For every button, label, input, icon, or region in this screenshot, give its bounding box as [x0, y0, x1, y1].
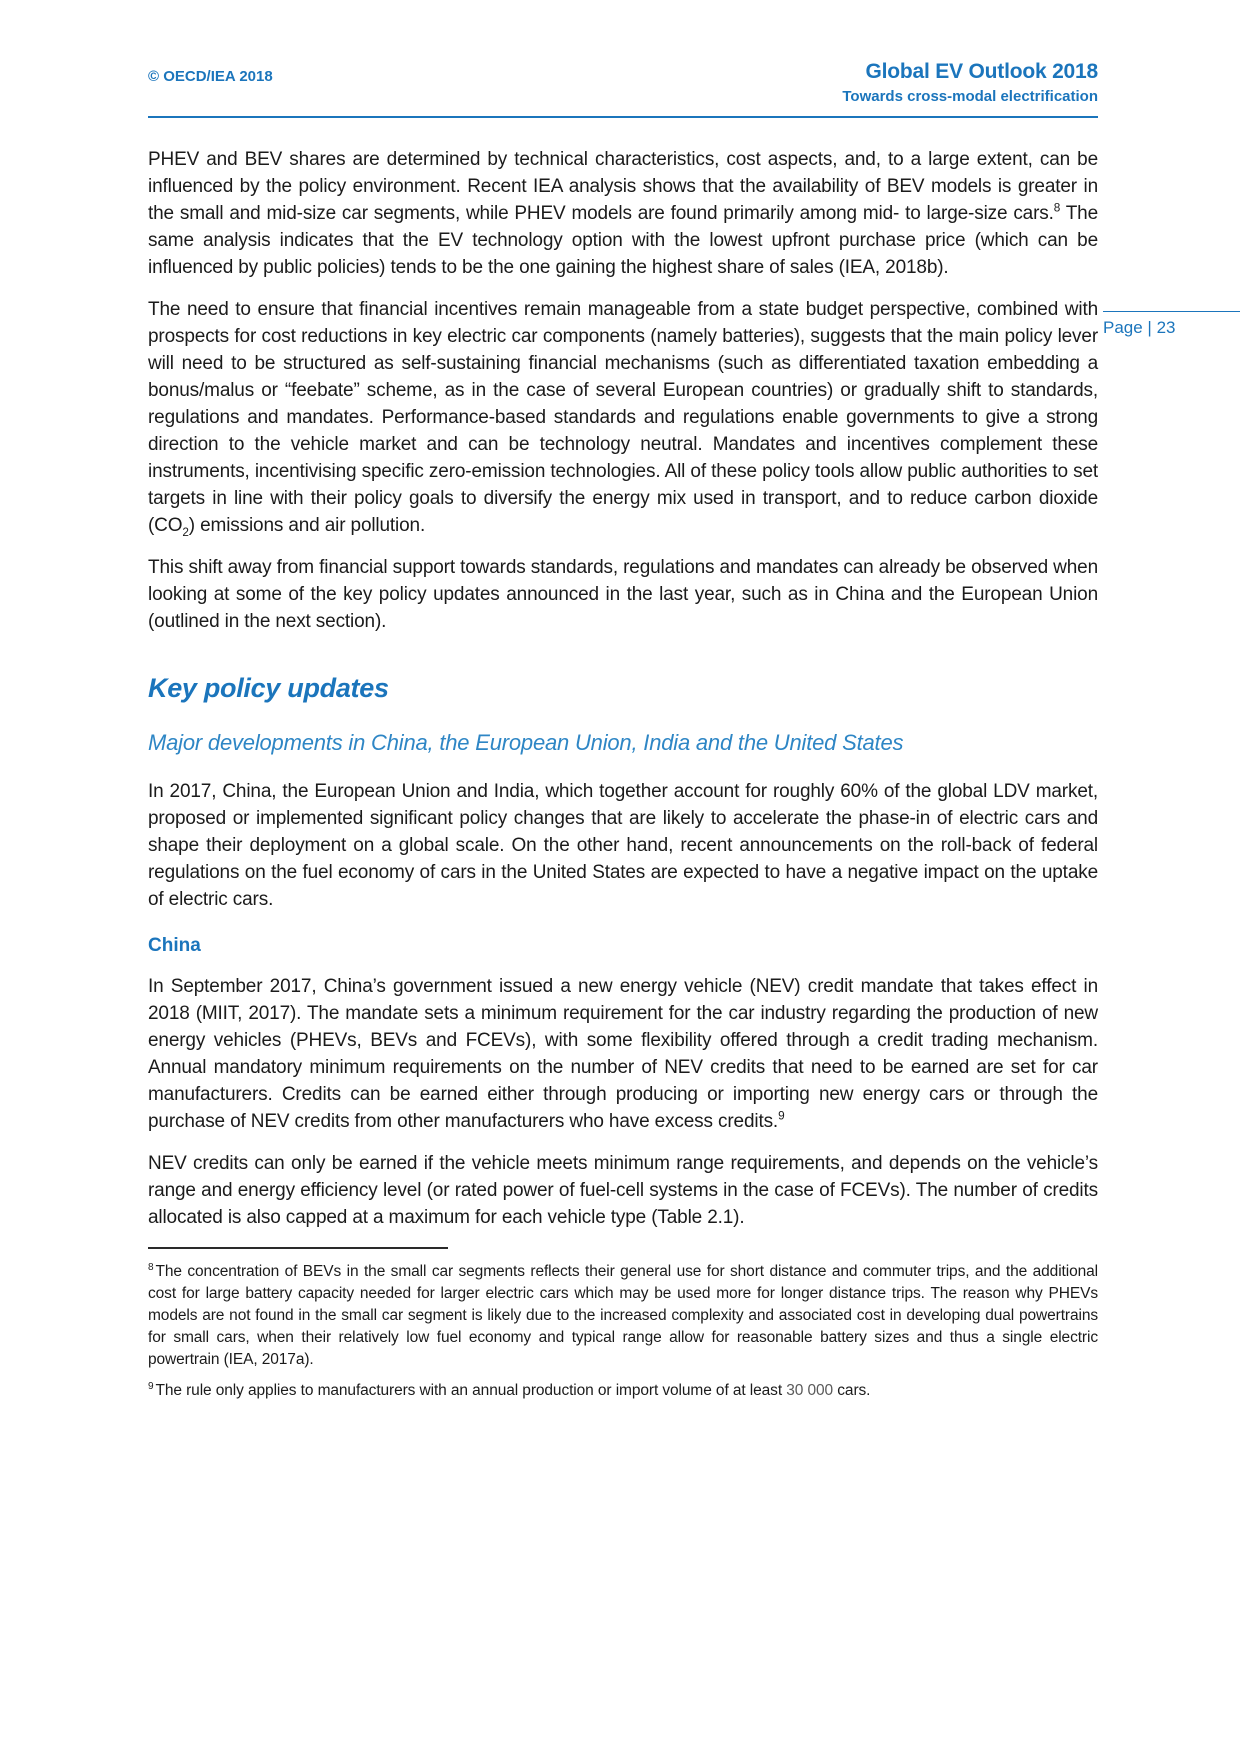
- text-run: The need to ensure that financial incentives remain manageable from a state budget perspective, combined with prospects for cost reductions in key electric car components (namely batteries), suggests that the main policy lever will need to be structured as self-sustaining financial mechanisms (such as differentiated taxation embedding a bonus/malus or “feebate” scheme, as in the case of several European countries) or gradually shift to standards, regulations and mandates. Performance-based standards and regulations enable governments to give a strong direction to the vehicle market and can be technology neutral. Mandates and incentives complement these instruments, incentivising specific zero-emission technologies. All of these policy tools allow public authorities to set targets in line with their policy goals to diversify the energy mix used in transport, and to reduce carbon dioxide (CO: [148, 299, 1098, 536]
- main-text-column: [148, 146, 1098, 1411]
- text-run: 30 000: [786, 1382, 834, 1399]
- footnote-reference: 9: [778, 1109, 785, 1123]
- text-run: This shift away from financial support towards standards, regulations and mandates can already be observed when looking at some of the key policy updates announced in the last year, such as in China and the European Union (outlined in the next section).: [148, 557, 1098, 632]
- report-subtitle: Towards cross-modal electrification: [842, 88, 1098, 105]
- footnote: [148, 1261, 1098, 1371]
- report-title: Global EV Outlook 2018: [865, 60, 1098, 83]
- text-run: The same analysis indicates that the EV technology option with the lowest upfront purchase price (which can be influenced by public policies) tends to be the one gaining the highest share of sales (IEA, 2018b).: [148, 203, 1099, 278]
- footnote-separator: [148, 1247, 448, 1249]
- page-number-marker: Page | 23: [1103, 311, 1240, 338]
- body-paragraph: [148, 1150, 1098, 1231]
- text-run: NEV credits can only be earned if the vehicle meets minimum range requirements, and depends on the vehicle’s range and energy efficiency level (or rated power of fuel-cell systems in the case of FCEVs). The number of credits allocated is also capped at a maximum for each vehicle type (Table 2.1).: [148, 1153, 1098, 1228]
- body-paragraph: [148, 146, 1098, 281]
- section-heading: Key policy updates: [148, 673, 389, 703]
- footnotes-block: [148, 1261, 1098, 1402]
- footnote: [148, 1380, 1098, 1402]
- body-paragraph: [148, 296, 1098, 539]
- text-run: In September 2017, China’s government issued a new energy vehicle (NEV) credit mandate that takes effect in 2018 (MIIT, 2017). The mandate sets a minimum requirement for the car industry regarding the production of new energy vehicles (PHEVs, BEVs and FCEVs), with some flexibility offered through a credit trading mechanism. Annual mandatory minimum requirements on the number of NEV credits that need to be earned are set for car manufacturers. Credits can be earned either through producing or importing new energy cars or through the purchase of NEV credits from other manufacturers who have excess credits.: [148, 976, 1098, 1132]
- text-run: The rule only applies to manufacturers with an annual production or import volume of at least: [155, 1382, 787, 1399]
- text-run: In 2017, China, the European Union and India, which together account for roughly 60% of the global LDV market, proposed or implemented significant policy changes that are likely to accelerate the phase-in of electric cars and shape their deployment on a global scale. On the other hand, recent announcements on the roll-back of federal regulations on the fuel economy of cars in the United States are expected to have a negative impact on the uptake of electric cars.: [148, 781, 1098, 910]
- footnote-marker: 8: [148, 1261, 154, 1273]
- subsection-heading: Major developments in China, the European Union, India and the United States: [148, 730, 904, 755]
- header-right-block: [842, 60, 1098, 105]
- body-blocks: [148, 146, 1098, 1231]
- subscript-text: 2: [182, 525, 189, 539]
- body-paragraph: [148, 554, 1098, 635]
- header-rule: [148, 116, 1098, 118]
- footnote-reference: 8: [1053, 201, 1061, 215]
- text-run: cars.: [833, 1382, 871, 1399]
- country-heading: China: [148, 935, 201, 956]
- header-copyright: © OECD/IEA 2018: [148, 68, 273, 85]
- text-run: ) emissions and air pollution.: [188, 515, 426, 536]
- text-run: The concentration of BEVs in the small car segments reflects their general use for short distance and commuter trips, and the additional cost for large battery capacity needed for larger electric cars which may be used more for longer distance trips. The reason why PHEVs models are not found in the small car segment is likely due to the increased complexity and associated cost in developing dual powertrains for small cars, when their relatively low fuel economy and typical range allow for reasonable battery sizes and thus a single electric powertrain (IEA, 2017a).: [148, 1263, 1098, 1368]
- body-paragraph: [148, 778, 1098, 913]
- body-paragraph: [148, 973, 1098, 1135]
- text-run: PHEV and BEV shares are determined by technical characteristics, cost aspects, and, to a large extent, can be influenced by the policy environment. Recent IEA analysis shows that the availability of BEV models is greater in the small and mid-size car segments, while PHEV models are found primarily among mid- to large-size cars.: [148, 149, 1098, 224]
- footnote-marker: 9: [148, 1380, 154, 1392]
